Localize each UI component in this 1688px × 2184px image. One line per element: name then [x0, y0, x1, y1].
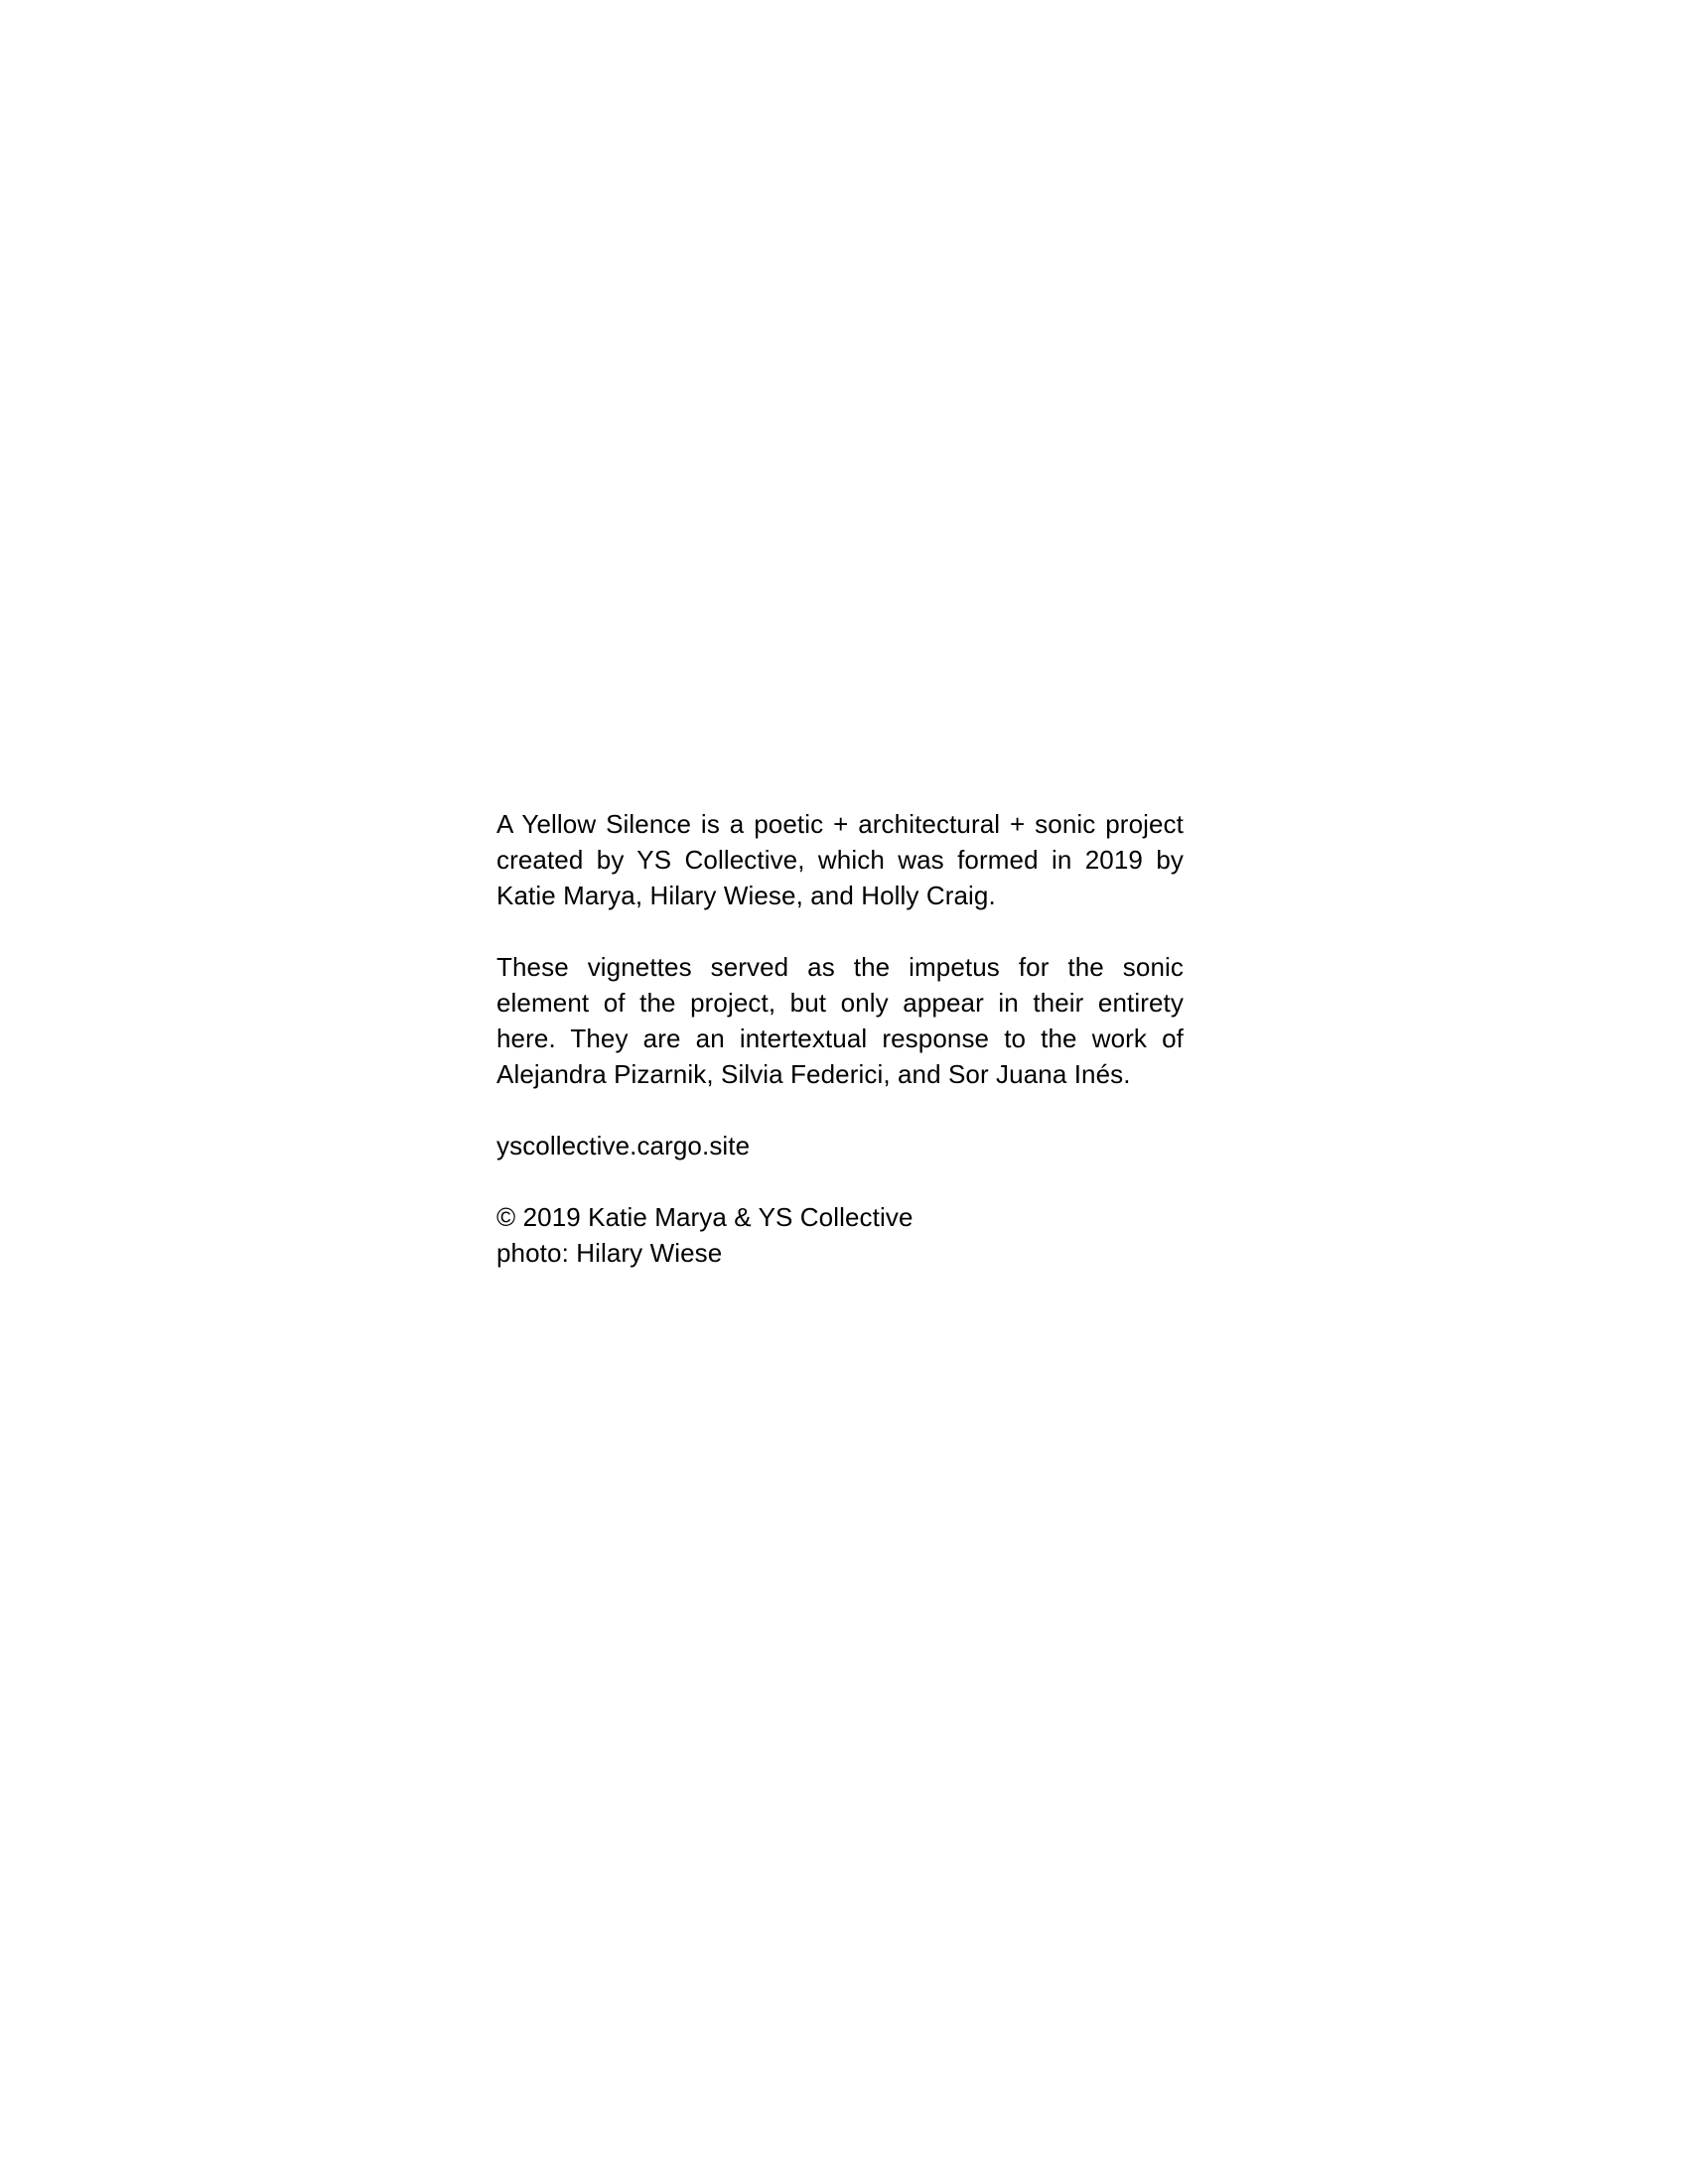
text-line: These vignettes served as the impetus for the sonic [496, 952, 1184, 982]
text-line: here. They are an intertextual response to the work of [496, 1024, 1184, 1053]
paragraph-vignettes-note [496, 949, 1184, 1092]
text-line: Alejandra Pizarnik, Silvia Federici, and Sor Juana Inés. [496, 1059, 1131, 1089]
text-line: element of the project, but only appear in their entirety [496, 988, 1184, 1018]
text-line: created by YS Collective, which was formed in 2019 by [496, 845, 1184, 875]
text-line: © 2019 Katie Marya & YS Collective [496, 1202, 914, 1232]
text-line: photo: Hilary Wiese [496, 1238, 723, 1268]
website-url [496, 1128, 1184, 1163]
colophon-text-block [496, 806, 1184, 1271]
text-line: yscollective.cargo.site [496, 1131, 751, 1160]
copyright-credits [496, 1199, 1184, 1271]
paragraph-project-description [496, 806, 1184, 913]
text-line: Katie Marya, Hilary Wiese, and Holly Craig. [496, 881, 996, 910]
text-line: A Yellow Silence is a poetic + architectural + sonic project [496, 809, 1184, 839]
